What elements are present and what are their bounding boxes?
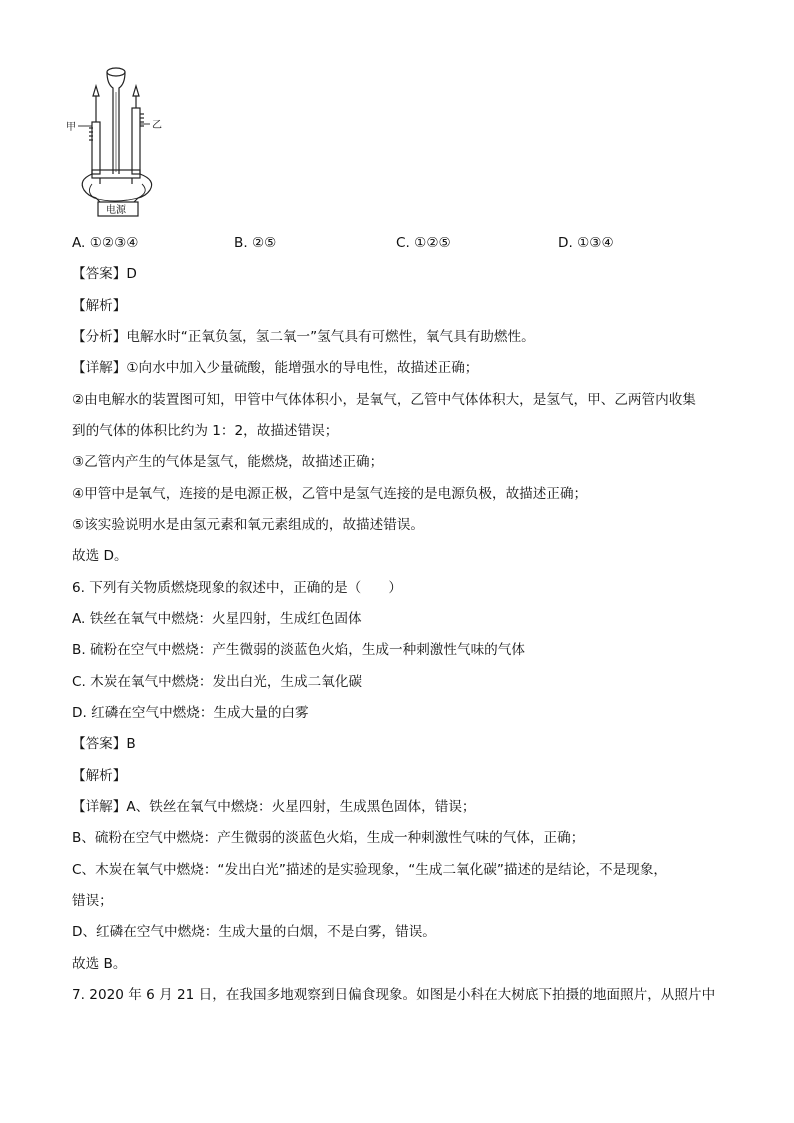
question-6-option-d: D. 红磷在空气中燃烧：生成大量的白雾 xyxy=(72,705,309,721)
diagram-label-yi: 乙 xyxy=(152,120,162,131)
detail-line: D、红磷在空气中燃烧：生成大量的白烟，不是白雾，错误。 xyxy=(72,924,436,940)
detail-line: 错误； xyxy=(72,893,113,909)
detail-line: 到的气体的体积比约为 1：2，故描述错误； xyxy=(72,423,339,439)
choice-line: 故选 D。 xyxy=(72,548,128,564)
detail-line: B、硫粉在空气中燃烧：产生微弱的淡蓝色火焰，生成一种刺激性气味的气体，正确； xyxy=(72,830,585,846)
analysis-line: 【分析】电解水时“正氧负氢，氢二氧一”氢气具有可燃性，氧气具有助燃性。 xyxy=(72,329,535,345)
diagram-label-jia: 甲 xyxy=(66,122,76,133)
answer-line: 【答案】B xyxy=(72,736,136,752)
electrolysis-apparatus-diagram xyxy=(64,62,174,218)
detail-line: 【详解】①向水中加入少量硫酸，能增强水的导电性，故描述正确； xyxy=(72,360,479,376)
detail-line: ③乙管内产生的气体是氢气，能燃烧，故描述正确； xyxy=(72,454,384,470)
q5-option-d: D. ①③④ xyxy=(558,235,614,251)
choice-line: 故选 B。 xyxy=(72,956,127,972)
answer-line: 【答案】D xyxy=(72,266,137,282)
q5-option-b: B. ②⑤ xyxy=(234,235,277,251)
analysis-heading: 【解析】 xyxy=(72,298,127,314)
q5-option-c: C. ①②⑤ xyxy=(396,235,451,251)
diagram-power-label: 电源 xyxy=(106,205,126,216)
analysis-heading: 【解析】 xyxy=(72,768,127,784)
q5-option-a: A. ①②③④ xyxy=(72,235,139,251)
detail-line: ⑤该实验说明水是由氢元素和氧元素组成的，故描述错误。 xyxy=(72,517,425,533)
question-6-option-b: B. 硫粉在空气中燃烧：产生微弱的淡蓝色火焰，生成一种刺激性气味的气体 xyxy=(72,642,525,658)
detail-line: C、木炭在氧气中燃烧：“发出白光”描述的是实验现象，“生成二氧化碳”描述的是结论，不是现象， xyxy=(72,862,668,878)
question-6-option-c: C. 木炭在氧气中燃烧：发出白光，生成二氧化碳 xyxy=(72,674,363,690)
question-7-stem: 7. 2020 年 6 月 21 日，在我国多地观察到日偏食现象。如图是小科在大树底下拍摄的地面照片，从照片中 xyxy=(72,987,716,1003)
question-6-stem: 6. 下列有关物质燃烧现象的叙述中，正确的是（ ） xyxy=(72,580,402,596)
question-6-option-a: A. 铁丝在氧气中燃烧：火星四射，生成红色固体 xyxy=(72,611,362,627)
detail-line: ④甲管中是氧气，连接的是电源正极，乙管中是氢气连接的是电源负极，故描述正确； xyxy=(72,486,588,502)
detail-line: 【详解】A、铁丝在氧气中燃烧：火星四射，生成黑色固体，错误； xyxy=(72,799,476,815)
detail-line: ②由电解水的装置图可知，甲管中气体体积小，是氧气，乙管中气体体积大，是氢气，甲、乙两管内收集 xyxy=(72,392,696,408)
